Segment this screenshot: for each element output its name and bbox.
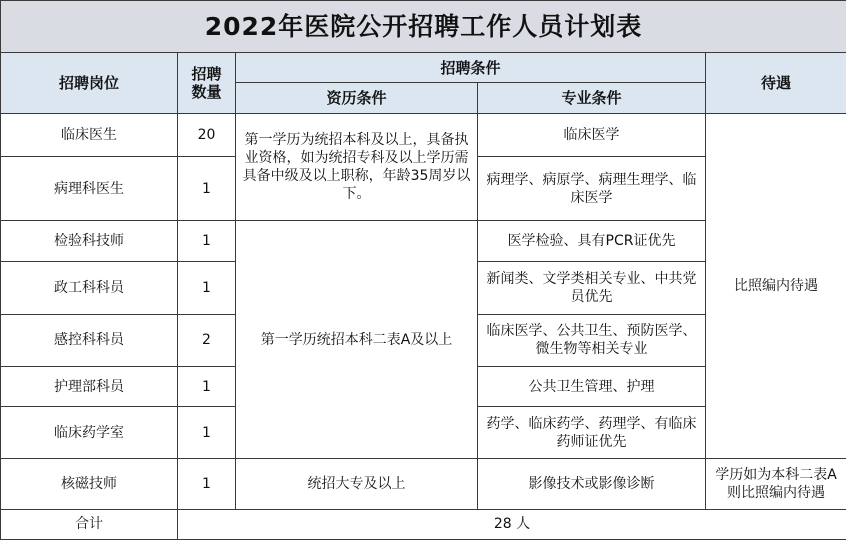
header-quantity-line1: 招聘	[191, 64, 222, 83]
row-major: 医学检验、具有PCR证优先	[478, 221, 706, 262]
row-major: 病理学、病原学、病理生理学、临床医学	[478, 156, 706, 220]
table-row	[1, 113, 846, 156]
row-major: 新闻类、文学类相关专业、中共党员优先	[478, 262, 706, 314]
row-quantity: 1	[178, 366, 236, 406]
header-benefits: 待遇	[706, 53, 846, 113]
row-position: 核磁技师	[1, 459, 178, 509]
education-group-3: 统招大专及以上	[236, 459, 478, 509]
header-major: 专业条件	[478, 83, 706, 113]
header-quantity-line2: 数量	[191, 82, 222, 101]
education-group-1: 第一学历为统招本科及以上，具备执业资格，如为统招专科及以上学历需具备中级及以上职称，年龄35周岁以下。	[236, 113, 478, 221]
benefits-group-1: 比照编内待遇	[706, 113, 846, 459]
row-quantity: 1	[178, 407, 236, 459]
row-quantity: 1	[178, 221, 236, 262]
table-title: 2022年医院公开招聘工作人员计划表	[1, 1, 846, 53]
header-position: 招聘岗位	[1, 53, 178, 113]
row-position: 感控科科员	[1, 314, 178, 366]
row-position: 临床药学室	[1, 407, 178, 459]
row-position: 政工科科员	[1, 262, 178, 314]
header-quantity	[178, 53, 236, 113]
row-quantity: 1	[178, 262, 236, 314]
row-major: 临床医学、公共卫生、预防医学、微生物等相关专业	[478, 314, 706, 366]
total-row	[1, 509, 846, 539]
row-quantity: 1	[178, 156, 236, 220]
row-quantity: 2	[178, 314, 236, 366]
row-quantity: 1	[178, 459, 236, 509]
total-value: 28 人	[178, 509, 846, 539]
row-major: 影像技术或影像诊断	[478, 459, 706, 509]
benefits-group-2: 学历如为本科二表A则比照编内待遇	[706, 459, 846, 509]
header-conditions: 招聘条件	[236, 53, 706, 83]
row-major: 药学、临床药学、药理学、有临床药师证优先	[478, 407, 706, 459]
row-position: 病理科医生	[1, 156, 178, 220]
education-group-2: 第一学历统招本科二表A及以上	[236, 221, 478, 459]
table-row	[1, 459, 846, 509]
total-label: 合计	[1, 509, 178, 539]
row-position: 临床医生	[1, 113, 178, 156]
row-position: 护理部科员	[1, 366, 178, 406]
row-major: 临床医学	[478, 113, 706, 156]
header-education: 资历条件	[236, 83, 478, 113]
row-quantity: 20	[178, 113, 236, 156]
row-major: 公共卫生管理、护理	[478, 366, 706, 406]
row-position: 检验科技师	[1, 221, 178, 262]
